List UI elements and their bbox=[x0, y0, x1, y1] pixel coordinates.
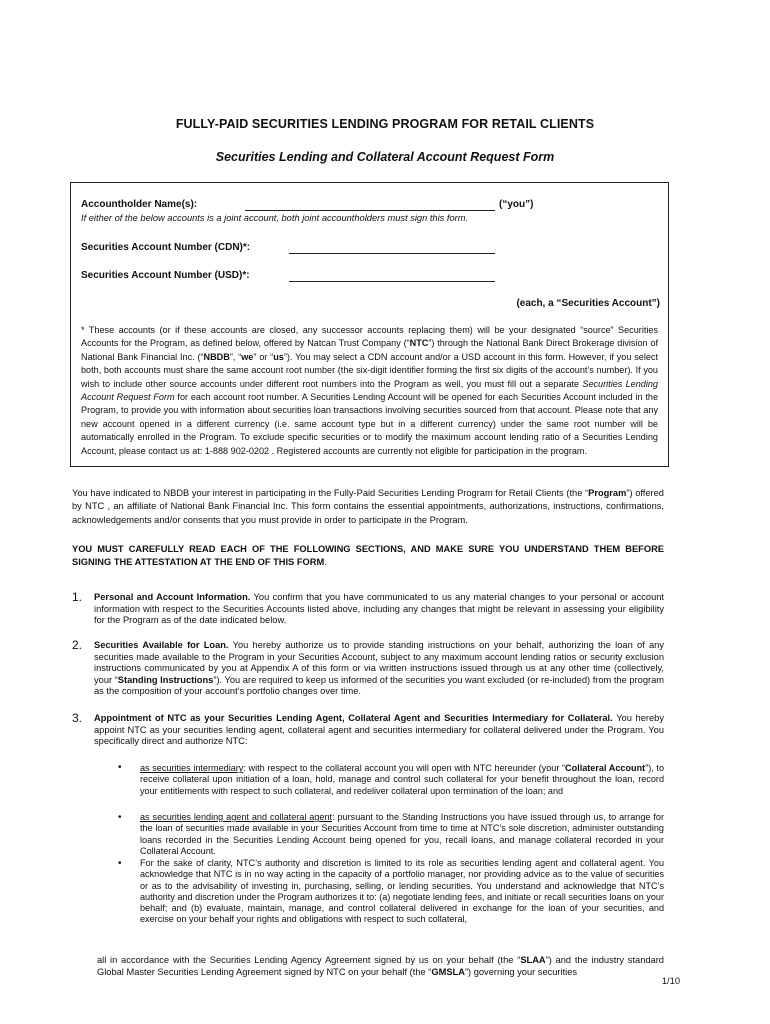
bullet-marker: • bbox=[118, 858, 122, 869]
cdn-account-label: Securities Account Number (CDN)*: bbox=[81, 242, 251, 253]
page-title: FULLY-PAID SECURITIES LENDING PROGRAM FOR RETAIL CLIENTS bbox=[175, 117, 595, 131]
bullet-marker: • bbox=[118, 812, 122, 823]
section-securities-available: Securities Available for Loan. You hereby authorize us to provide standing instructions on your behalf, authorizing the loan of any securities made available to the Program in your Securities Account, subject to any maximum account lending ratios or security exclusion instructions communicated by you at Appendix A of this form or via written instructions issued through us at any other time (collectively, your “Standing Instructions”). You are required to keep us informed of the securities you want excluded (or re-included) from the program as the composition of your account’s portfolio changes over time. bbox=[94, 640, 664, 696]
bullet-clarity: For the sake of clarity, NTC’s authority and discretion is limited to its role as securities lending agent and collateral agent. You acknowledge that NTC is in no way acting in the capacity of a portfolio manager, nor providing advice as to the value of securities or as to the advisability of investing in, purchasing, selling, or lending securities. You understand and acknowledge that NTC’s authority and discretion under the Program authorizes it to: (a) negotiate lending fees, and initiate or recall securities loans on your behalf; and (b) evaluate, maintain, manage, and control collateral delivered in exchange for the loan of your securities, and exercise on your behalf your rights and obligations with respect to such collateral, bbox=[140, 858, 664, 925]
cdn-account-field[interactable] bbox=[289, 253, 495, 254]
closing-paragraph: all in accordance with the Securities Lending Agency Agreement signed by us on your behalf (the “SLAA”) and the industry standard Global Master Securities Lending Agreement signed by NTC on your behalf (the “GMSLA”) governing your securities bbox=[97, 955, 664, 977]
intro-paragraph: You have indicated to NBDB your interest in participating in the Fully-Paid Securities Lending Program for Retail Clients (the “Program”) offered by NTC , an affiliate of National Bank Financial Inc. This form contains the essential appointments, authorizations, instructions, confirmations, acknowledgements and/or consents that you must provide in order to participate in the Program. bbox=[72, 488, 664, 525]
you-label: (“you”) bbox=[499, 199, 534, 210]
section-appointment-ntc: Appointment of NTC as your Securities Lending Agent, Collateral Agent and Securities Intermediary for Collateral. You hereby appoint NTC as your securities lending agent, collateral agent and securities intermediary for collateral delivered under the Program. You specifically direct and authorize NTC: bbox=[94, 713, 664, 746]
warning-paragraph: YOU MUST CAREFULLY READ EACH OF THE FOLLOWING SECTIONS, AND MAKE SURE YOU UNDERSTAND THEM BEFORE SIGNING THE ATTESTATION AT THE END OF THIS FORM. bbox=[72, 544, 664, 568]
footnote-text: * These accounts (or if these accounts are closed, any successor accounts replacing them) will be your designated “source” Securities Accounts for the Program, as defined below, offered by Natcan Trust Company (“NTC”) through the National Bank Direct Brokerage division of National Bank Financial Inc. (“NBDB”, “we” or “us”). You may select a CDN account and/or a USD account in this form. However, if you select both, both accounts must share the same account root number (the six-digit identifier forming the first six digits of the account’s number). If you wish to include other source accounts under different root numbers into the Program as well, you must fill out a separate Securities Lending Account Request Form for each account root number. A Securities Lending Account will be opened for each Securities Account included in the Program, to provide you with information about securities loan transactions involving securities sourced from that account. Please note that any new account opened in a different currency (i.e. same account type but in a different currency) under the same root number will be automatically enrolled in the Program. To exclude specific securities or to modify the maximum account lending ratio of a Securities Lending Account, please contact us at: 1-888 902-0202 . Registered accounts are currently not eligible for participation in the program. bbox=[81, 325, 659, 456]
section-number: 2. bbox=[72, 638, 83, 652]
usd-account-field[interactable] bbox=[289, 281, 495, 282]
section-number: 1. bbox=[72, 590, 83, 604]
accountholder-label: Accountholder Name(s): bbox=[81, 199, 198, 210]
accountholder-name-field[interactable] bbox=[245, 210, 495, 211]
form-subtitle: Securities Lending and Collateral Account Request Form bbox=[215, 150, 555, 164]
section-number: 3. bbox=[72, 711, 83, 725]
page-number: 1/10 bbox=[661, 976, 680, 986]
bullet-marker: • bbox=[118, 762, 122, 773]
bullet-lending-agent: as securities lending agent and collateral agent: pursuant to the Standing Instructions you have issued through us, to arrange for the loan of securities made available in your Securities Account from time to time at NTC’s sole discretion, administer outstanding loans recorded in the Securities Lending Account being opened for you, recall loans, and manage collateral recorded in your Collateral Account. bbox=[140, 812, 664, 856]
account-info-box bbox=[70, 182, 669, 467]
joint-account-note: If either of the below accounts is a joint account, both joint accountholders must sign this form. bbox=[81, 213, 469, 223]
usd-account-label: Securities Account Number (USD)*: bbox=[81, 270, 250, 281]
section-personal-info: Personal and Account Information. You confirm that you have communicated to us any material changes to your personal or account information with respect to the Securities Accounts listed above, including any changes that might be relevant in assessing your eligibility for the Program as of the date indicated below. bbox=[94, 592, 664, 625]
securities-account-definition: (each, a “Securities Account”) bbox=[516, 298, 660, 309]
bullet-securities-intermediary: as securities intermediary: with respect to the collateral account you will open with NTC hereunder (your “Collateral Account”), to receive collateral upon initiation of a loan, hold, manage and control such collateral for your benefit throughout the loan, record your entitlements with respect to such collateral, and redeliver collateral upon termination of the loan; and bbox=[140, 763, 665, 796]
